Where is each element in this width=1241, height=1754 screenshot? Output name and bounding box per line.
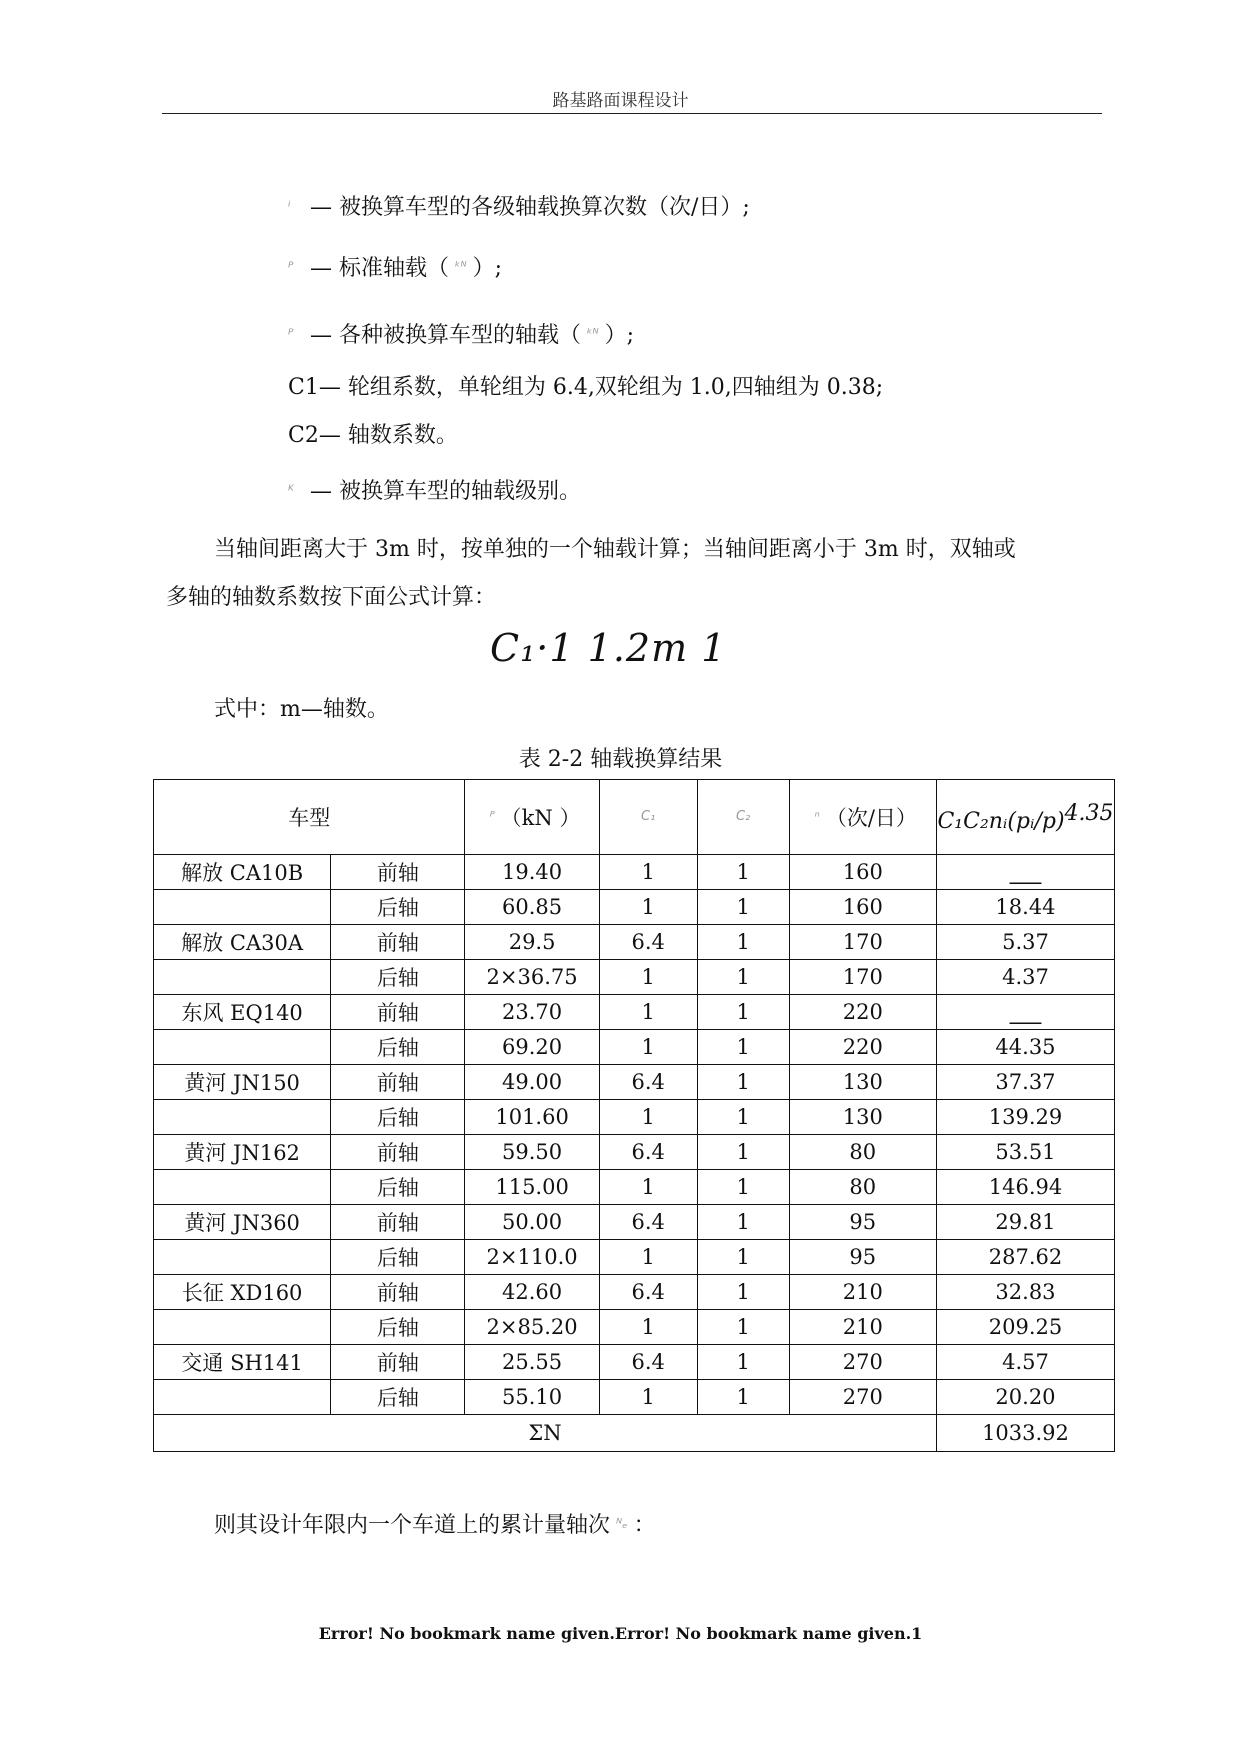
- header-c1: [599, 780, 697, 855]
- table-row: [154, 1310, 1115, 1345]
- definition-c2: C2— 轴数系数。: [288, 423, 458, 448]
- table-row: [154, 1100, 1115, 1135]
- cell-c1: 1: [599, 1310, 697, 1345]
- cell-c1: 1: [599, 1100, 697, 1135]
- cell-c1: 6.4: [599, 925, 697, 960]
- paragraph-line-2: 多轴的轴数系数按下面公式计算：: [166, 585, 497, 610]
- table-row: [154, 1380, 1115, 1415]
- cell-vehicle: [154, 1100, 331, 1135]
- cell-c1: 1: [599, 1030, 697, 1065]
- cell-vehicle: 东风 EQ140: [154, 995, 331, 1030]
- cell-vehicle: 解放 CA30A: [154, 925, 331, 960]
- cell-c1: 1: [599, 995, 697, 1030]
- cell-vehicle: [154, 1380, 331, 1415]
- cell-c1: 1: [599, 1240, 697, 1275]
- cell-axle-load: 29.5: [465, 925, 599, 960]
- cell-count: 270: [789, 1380, 936, 1415]
- symbol-ni-glyph: ⁱ: [288, 199, 291, 215]
- cell-result: 20.20: [936, 1380, 1114, 1415]
- formula-where: 式中：m—轴数。: [214, 697, 389, 722]
- header-vehicle: 车型: [154, 780, 465, 855]
- cell-count: 95: [789, 1205, 936, 1240]
- cell-c2: 1: [697, 925, 789, 960]
- cell-count: 160: [789, 890, 936, 925]
- cell-axle-load: 42.60: [465, 1275, 599, 1310]
- cell-result: 146.94: [936, 1170, 1114, 1205]
- cell-c2: 1: [697, 1345, 789, 1380]
- cell-c1: 6.4: [599, 1205, 697, 1240]
- table-row: [154, 1030, 1115, 1065]
- cell-vehicle: 解放 CA10B: [154, 855, 331, 890]
- cell-vehicle: 交通 SH141: [154, 1345, 331, 1380]
- symbol-c1-glyph: C₁: [641, 809, 656, 824]
- cell-vehicle: 长征 XD160: [154, 1275, 331, 1310]
- cell-c1: 6.4: [599, 1275, 697, 1310]
- cell-c2: 1: [697, 1240, 789, 1275]
- cell-c2: 1: [697, 1100, 789, 1135]
- cell-vehicle: [154, 1030, 331, 1065]
- cell-vehicle: [154, 1310, 331, 1345]
- cell-count: 80: [789, 1170, 936, 1205]
- cell-c2: 1: [697, 960, 789, 995]
- cell-count: 130: [789, 1100, 936, 1135]
- cell-c2: 1: [697, 1275, 789, 1310]
- cell-axle: 前轴: [331, 1065, 465, 1100]
- unit-kn-glyph: ᵏᴺ: [455, 260, 467, 275]
- symbol-c2-glyph: C₂: [735, 809, 751, 824]
- symbol-pi-glyph: ᴾ: [489, 810, 495, 825]
- header-result-formula: C₁C₂nᵢ(pᵢ/p)$^{4.35}$: [936, 780, 1114, 855]
- cell-axle-load: 25.55: [465, 1345, 599, 1380]
- cell-axle-load: 2×110.0: [465, 1240, 599, 1275]
- paragraph-line-1: 当轴间距离大于 3m 时，按单独的一个轴载计算；当轴间距离小于 3m 时，双轴或: [214, 537, 1016, 562]
- cell-c2: 1: [697, 1205, 789, 1240]
- definition-c1: C1— 轮组系数，单轮组为 6.4,双轮组为 1.0,四轴组为 0.38;: [288, 375, 884, 400]
- header-ni: ⁿ （次/日）: [789, 780, 936, 855]
- symbol-k-glyph: ᴷ: [288, 483, 294, 499]
- table-header-row: [154, 780, 1115, 855]
- cell-axle: 后轴: [331, 890, 465, 925]
- table-row: [154, 995, 1115, 1030]
- axle-coefficient-formula: C₁·1 1.2m 1: [490, 626, 727, 670]
- cell-count: 220: [789, 1030, 936, 1065]
- cell-result: 53.51: [936, 1135, 1114, 1170]
- symbol-p-glyph: ᴾ: [288, 260, 294, 276]
- page-header: 路基路面课程设计: [552, 91, 689, 111]
- cell-axle-load: 2×85.20: [465, 1310, 599, 1345]
- table-row: [154, 1135, 1115, 1170]
- cell-count: 270: [789, 1345, 936, 1380]
- cell-c2: 1: [697, 890, 789, 925]
- cell-axle-load: 59.50: [465, 1135, 599, 1170]
- cell-result: ___: [936, 995, 1114, 1030]
- table-row: [154, 1170, 1115, 1205]
- cell-axle: 后轴: [331, 1310, 465, 1345]
- table-row: [154, 855, 1115, 890]
- table-row: [154, 1240, 1115, 1275]
- axle-conversion-table: [153, 779, 1115, 1452]
- cell-axle-load: 19.40: [465, 855, 599, 890]
- cell-c1: 6.4: [599, 1345, 697, 1380]
- cell-vehicle: 黄河 JN162: [154, 1135, 331, 1170]
- table-row: [154, 890, 1115, 925]
- cell-vehicle: 黄河 JN360: [154, 1205, 331, 1240]
- cell-axle-load: 2×36.75: [465, 960, 599, 995]
- cell-count: 210: [789, 1275, 936, 1310]
- cell-c1: 1: [599, 855, 697, 890]
- cell-count: 220: [789, 995, 936, 1030]
- cell-c2: 1: [697, 1380, 789, 1415]
- definition-k: ᴷ — 被换算车型的轴载级别。: [288, 479, 581, 504]
- cell-result: 29.81: [936, 1205, 1114, 1240]
- header-pi: ᴾ （kN ）: [465, 780, 599, 855]
- cell-result: 209.25: [936, 1310, 1114, 1345]
- cell-axle: 前轴: [331, 1135, 465, 1170]
- table-row: [154, 1275, 1115, 1310]
- cell-c2: 1: [697, 1065, 789, 1100]
- cell-axle: 前轴: [331, 1345, 465, 1380]
- cell-c2: 1: [697, 1310, 789, 1345]
- cell-axle: 后轴: [331, 1380, 465, 1415]
- total-label: ΣN: [154, 1415, 937, 1452]
- cell-c2: 1: [697, 1135, 789, 1170]
- cell-count: 80: [789, 1135, 936, 1170]
- cell-axle-load: 101.60: [465, 1100, 599, 1135]
- cell-vehicle: [154, 1240, 331, 1275]
- cell-c1: 1: [599, 960, 697, 995]
- cell-axle: 后轴: [331, 960, 465, 995]
- cell-axle-load: 23.70: [465, 995, 599, 1030]
- cell-axle: 前轴: [331, 855, 465, 890]
- cell-count: 170: [789, 925, 936, 960]
- cell-c2: 1: [697, 855, 789, 890]
- cell-result: 4.37: [936, 960, 1114, 995]
- header-divider: [162, 113, 1102, 114]
- unit-kn-glyph: ᵏᴺ: [587, 327, 599, 342]
- cell-vehicle: 黄河 JN150: [154, 1065, 331, 1100]
- cell-result: 4.57: [936, 1345, 1114, 1380]
- cell-vehicle: [154, 890, 331, 925]
- cell-count: 170: [789, 960, 936, 995]
- cell-count: 160: [789, 855, 936, 890]
- table-caption: 表 2-2 轴载换算结果: [518, 747, 723, 772]
- closing-line: 则其设计年限内一个车道上的累计量轴次 ᴺₑ ：: [214, 1513, 656, 1538]
- cell-axle: 前轴: [331, 995, 465, 1030]
- cell-result: 32.83: [936, 1275, 1114, 1310]
- table-total-row: [154, 1415, 1115, 1452]
- cell-axle: 前轴: [331, 1205, 465, 1240]
- cell-result: 18.44: [936, 890, 1114, 925]
- cell-c2: 1: [697, 1170, 789, 1205]
- cell-axle-load: 60.85: [465, 890, 599, 925]
- cell-result: ___: [936, 855, 1114, 890]
- cell-c1: 6.4: [599, 1065, 697, 1100]
- cell-c2: 1: [697, 995, 789, 1030]
- total-value: 1033.92: [936, 1415, 1114, 1452]
- cell-vehicle: [154, 1170, 331, 1205]
- cell-axle: 后轴: [331, 1100, 465, 1135]
- cell-c1: 1: [599, 1380, 697, 1415]
- cell-axle: 后轴: [331, 1170, 465, 1205]
- cell-result: 139.29: [936, 1100, 1114, 1135]
- cell-result: 5.37: [936, 925, 1114, 960]
- symbol-ne-glyph: ᴺₑ: [616, 1517, 628, 1532]
- header-c2: [697, 780, 789, 855]
- cell-result: 44.35: [936, 1030, 1114, 1065]
- table-row: [154, 1065, 1115, 1100]
- table-row: [154, 1345, 1115, 1380]
- cell-result: 37.37: [936, 1065, 1114, 1100]
- cell-axle: 后轴: [331, 1030, 465, 1065]
- symbol-pi-glyph: ᴾ: [288, 327, 294, 343]
- cell-count: 210: [789, 1310, 936, 1345]
- definition-ni: ⁱ — 被换算车型的各级轴载换算次数（次/日）;: [288, 195, 750, 220]
- cell-count: 95: [789, 1240, 936, 1275]
- cell-axle: 前轴: [331, 1275, 465, 1310]
- definition-p: ᴾ — 标准轴载（ ᵏᴺ ）;: [288, 256, 503, 281]
- cell-axle-load: 49.00: [465, 1065, 599, 1100]
- cell-axle-load: 50.00: [465, 1205, 599, 1240]
- table-row: [154, 925, 1115, 960]
- cell-axle: 后轴: [331, 1240, 465, 1275]
- symbol-ni-glyph: ⁿ: [814, 810, 820, 825]
- cell-axle: 前轴: [331, 925, 465, 960]
- cell-result: 287.62: [936, 1240, 1114, 1275]
- cell-c1: 1: [599, 1170, 697, 1205]
- definition-pi: ᴾ — 各种被换算车型的轴载（ ᵏᴺ ）;: [288, 323, 635, 348]
- cell-c1: 6.4: [599, 1135, 697, 1170]
- table-row: [154, 960, 1115, 995]
- cell-axle-load: 69.20: [465, 1030, 599, 1065]
- table-body: [154, 855, 1115, 1415]
- page-footer: Error! No bookmark name given.Error! No bookmark name given.1: [318, 1624, 923, 1643]
- cell-c2: 1: [697, 1030, 789, 1065]
- cell-vehicle: [154, 960, 331, 995]
- cell-axle-load: 55.10: [465, 1380, 599, 1415]
- cell-count: 130: [789, 1065, 936, 1100]
- cell-c1: 1: [599, 890, 697, 925]
- cell-axle-load: 115.00: [465, 1170, 599, 1205]
- table-row: [154, 1205, 1115, 1240]
